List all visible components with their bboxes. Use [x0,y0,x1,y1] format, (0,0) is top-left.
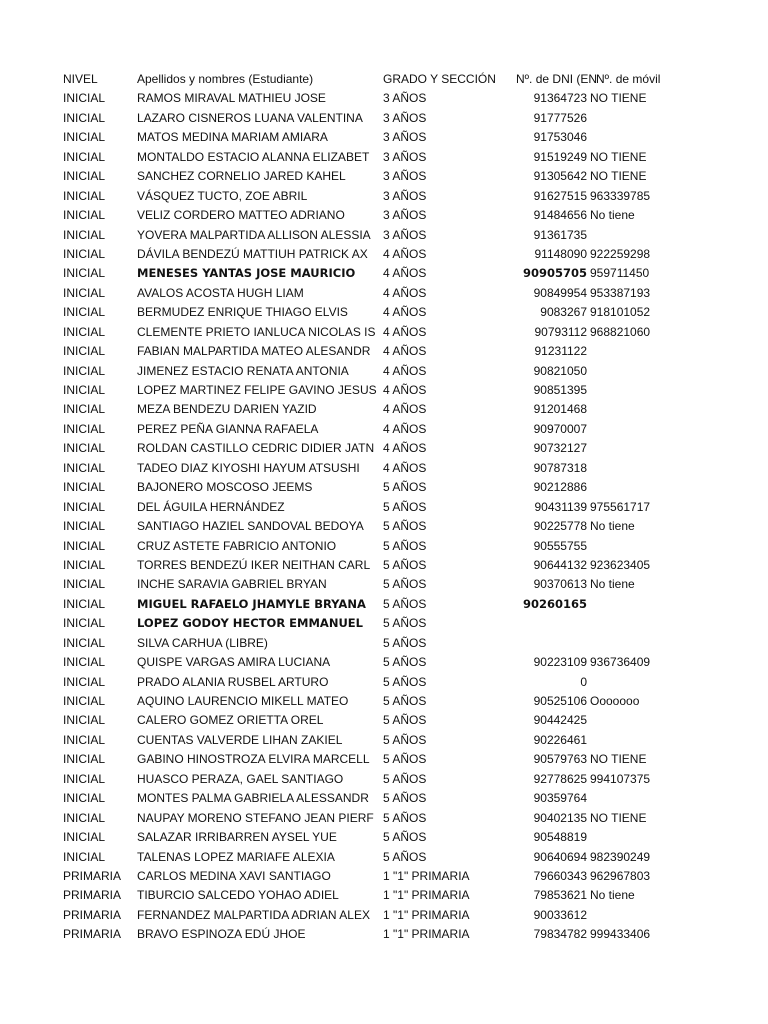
movil-cell [590,226,664,245]
student-name-cell: LOPEZ GODOY HECTOR EMMANUEL [137,616,363,631]
nivel-cell: INICIAL [63,130,106,145]
nivel-cell: INICIAL [63,363,106,378]
student-name-cell: BERMUDEZ ENRIQUE THIAGO ELVIS [137,305,348,320]
movil-cell [590,789,664,808]
grado-cell: 5 AÑOS [383,791,427,806]
grado-cell: 4 AÑOS [383,363,427,378]
movil-cell [590,342,664,361]
nivel-cell: INICIAL [63,713,106,728]
dni-cell: 90226461 [533,732,587,747]
table-row [0,342,768,361]
grado-cell: 4 AÑOS [383,344,427,359]
nivel-cell: INICIAL [63,694,106,708]
student-name-cell: TALENAS LOPEZ MARIAFE ALEXIA [137,849,335,864]
student-name-cell: TIBURCIO SALCEDO YOHAO ADIEL [137,888,339,903]
movil-cell [590,906,664,925]
table-row [0,711,768,730]
dni-cell: 91753046 [533,130,587,145]
header-movil: Nº. de móvil [596,72,661,86]
student-name-cell: AVALOS ACOSTA HUGH LIAM [137,285,304,300]
table-row [0,478,768,497]
nivel-cell: INICIAL [63,169,106,184]
student-name-cell: DEL ÁGUILA HERNÁNDEZ [137,499,285,514]
movil-cell [590,634,664,653]
table-row [0,498,768,517]
grado-cell: 3 AÑOS [383,188,427,203]
nivel-cell: INICIAL [63,110,106,125]
table-row [0,226,768,245]
movil-cell: No tiene [590,519,635,534]
movil-cell [590,420,664,439]
dni-cell: 91364723 [533,91,587,106]
nivel-cell: INICIAL [63,771,106,786]
movil-cell [590,673,664,692]
nivel-cell: INICIAL [63,421,106,436]
table-row [0,789,768,808]
nivel-cell: INICIAL [63,344,106,359]
movil-cell: No tiene [590,888,635,903]
movil-cell: NO TIENE [590,91,647,106]
dni-cell: 90851395 [533,383,587,397]
grado-cell: 3 AÑOS [383,110,427,125]
dni-cell: 91484656 [533,208,587,223]
movil-cell: 959711450 [590,266,650,281]
movil-cell: 963339785 [590,188,651,203]
movil-cell [590,478,664,497]
student-name-cell: GABINO HINOSTROZA ELVIRA MARCELL [137,752,370,767]
student-name-cell: CLEMENTE PRIETO IANLUCA NICOLAS IS [137,324,376,339]
table-row [0,420,768,439]
movil-cell: 953387193 [590,285,651,300]
dni-cell: 90359764 [533,791,587,806]
table-row [0,906,768,925]
nivel-cell: PRIMARIA [63,907,122,922]
grado-cell: 5 AÑOS [383,810,427,825]
nivel-cell: INICIAL [63,791,106,806]
header-name: Apellidos y nombres (Estudiante) [137,72,314,86]
movil-cell: 936736409 [590,655,651,670]
student-name-cell: MENESES YANTAS JOSE MAURICIO [137,266,356,281]
dni-cell: 91361735 [533,227,587,242]
table-row [0,537,768,556]
header-nivel: NIVEL [63,72,98,86]
student-name-cell: CARLOS MEDINA XAVI SANTIAGO [137,868,331,883]
table-row [0,167,768,186]
dni-cell: 90548819 [533,830,587,845]
nivel-cell: INICIAL [63,752,106,767]
student-name-cell: BAJONERO MOSCOSO JEEMS [137,480,313,495]
grado-cell: 5 AÑOS [383,557,427,572]
table-row [0,575,768,594]
movil-cell: 922259298 [590,246,651,261]
movil-cell: 994107375 [590,771,651,786]
grado-cell: 5 AÑOS [383,538,427,553]
dni-cell: 90640694 [533,849,587,864]
dni-cell: 90033612 [533,907,587,922]
movil-cell: NO TIENE [590,149,647,164]
grado-cell: 5 AÑOS [383,635,427,650]
table-row [0,459,768,478]
nivel-cell: INICIAL [63,519,106,534]
nivel-cell: INICIAL [63,674,106,689]
nivel-cell: INICIAL [63,635,106,650]
nivel-cell: PRIMARIA [63,868,122,883]
movil-cell: NO TIENE [590,810,647,825]
dni-cell: 91627515 [533,188,587,203]
student-name-cell: VÁSQUEZ TUCTO, ZOE ABRIL [137,188,308,203]
table-row [0,595,768,614]
table-row [0,323,768,342]
dni-cell: 90442425 [533,713,587,728]
dni-cell: 90793112 [534,324,587,339]
grado-cell: 1 "1" PRIMARIA [383,927,470,942]
nivel-cell: INICIAL [63,383,106,397]
header-dni: Nº. de DNI (EN [516,72,598,86]
grado-cell: 5 AÑOS [383,577,427,592]
movil-cell: No tiene [590,577,635,592]
grado-cell: 3 AÑOS [383,227,427,242]
movil-cell [590,400,664,419]
nivel-cell: INICIAL [63,538,106,553]
grado-cell: 3 AÑOS [383,149,427,164]
table-row [0,925,768,944]
nivel-cell: INICIAL [63,266,106,281]
grado-cell: 4 AÑOS [383,285,427,300]
grado-cell: 4 AÑOS [383,266,427,281]
movil-cell: No tiene [590,208,635,223]
student-name-cell: SALAZAR IRRIBARREN AYSEL YUE [137,830,337,845]
dni-cell: 90787318 [533,460,587,475]
table-row [0,128,768,147]
table-row [0,303,768,322]
table-row [0,828,768,847]
student-name-cell: CALERO GOMEZ ORIETTA OREL [137,713,324,728]
student-name-cell: CUENTAS VALVERDE LIHAN ZAKIEL [137,732,343,747]
grado-cell: 5 AÑOS [383,849,427,864]
nivel-cell: INICIAL [63,655,106,670]
nivel-cell: PRIMARIA [63,927,122,942]
dni-cell [515,634,587,653]
movil-cell: 975561717 [590,499,651,514]
table-row [0,439,768,458]
nivel-cell: INICIAL [63,810,106,825]
dni-cell: 91148090 [534,246,587,261]
table-row [0,614,768,633]
grado-cell: 4 AÑOS [383,421,427,436]
nivel-cell: INICIAL [63,596,106,611]
student-name-cell: CRUZ ASTETE FABRICIO ANTONIO [137,538,337,553]
dni-cell: 9083267 [540,305,587,320]
nivel-cell: INICIAL [63,227,106,242]
student-name-cell: VELIZ CORDERO MATTEO ADRIANO [137,208,345,223]
student-name-cell: JIMENEZ ESTACIO RENATA ANTONIA [137,363,349,378]
table-row [0,245,768,264]
student-table [0,70,768,945]
movil-cell [590,362,664,381]
nivel-cell: INICIAL [63,402,106,417]
student-name-cell: MEZA BENDEZU DARIEN YAZID [137,402,317,417]
movil-cell [590,614,664,633]
nivel-cell: INICIAL [63,616,106,631]
dni-cell: 79834782 [533,927,587,942]
table-row [0,750,768,769]
movil-cell [590,731,664,750]
student-name-cell: RAMOS MIRAVAL MATHIEU JOSE [137,91,326,106]
dni-cell: 90260165 [522,596,587,611]
movil-cell [590,128,664,147]
student-name-cell: MONTES PALMA GABRIELA ALESSANDR [137,791,369,806]
student-name-cell: TADEO DIAZ KIYOSHI HAYUM ATSUSHI [137,460,360,475]
movil-cell: 918101052 [590,305,651,320]
dni-cell: 91201468 [533,402,587,417]
dni-cell: 90370613 [533,577,587,592]
nivel-cell: INICIAL [63,441,106,456]
student-name-cell: LOPEZ MARTINEZ FELIPE GAVINO JESUS [137,383,377,397]
nivel-cell: INICIAL [63,557,106,572]
movil-cell [590,439,664,458]
dni-cell: 90821050 [533,363,587,378]
table-row [0,400,768,419]
movil-cell: NO TIENE [590,752,647,767]
table-row [0,381,768,400]
nivel-cell: INICIAL [63,91,106,106]
table-row [0,673,768,692]
movil-cell [590,537,664,556]
student-name-cell: INCHE SARAVIA GABRIEL BRYAN [137,577,327,592]
table-row [0,264,768,283]
student-name-cell: PEREZ PEÑA GIANNA RAFAELA [137,421,319,436]
grado-cell: 3 AÑOS [383,91,427,106]
grado-cell: 4 AÑOS [383,402,427,417]
nivel-cell: INICIAL [63,849,106,864]
dni-cell: 90732127 [533,441,587,456]
student-name-cell: SANTIAGO HAZIEL SANDOVAL BEDOYA [137,519,364,534]
grado-cell: 1 "1" PRIMARIA [383,868,470,883]
table-row [0,284,768,303]
table-row [0,362,768,381]
student-name-cell: YOVERA MALPARTIDA ALLISON ALESSIA [137,227,371,242]
dni-cell: 90525106 [533,694,587,708]
movil-cell [590,595,664,614]
student-name-cell: NAUPAY MORENO STEFANO JEAN PIERF [137,810,374,825]
student-name-cell: TORRES BENDEZÚ IKER NEITHAN CARL [137,557,371,572]
dni-cell: 90212886 [533,480,587,495]
student-name-cell: FERNANDEZ MALPARTIDA ADRIAN ALEX [137,907,370,922]
grado-cell: 5 AÑOS [383,616,427,631]
nivel-cell: INICIAL [63,285,106,300]
student-name-cell: DÁVILA BENDEZÚ MATTIUH PATRICK AX [137,246,368,261]
movil-cell [590,828,664,847]
header-grado: GRADO Y SECCIÓN [383,72,496,86]
nivel-cell: INICIAL [63,324,106,339]
student-name-cell: MATOS MEDINA MARIAM AMIARA [137,130,328,145]
grado-cell: 5 AÑOS [383,732,427,747]
nivel-cell: INICIAL [63,246,106,261]
student-name-cell: MIGUEL RAFAELO JHAMYLE BRYANA [137,596,366,611]
grado-cell: 5 AÑOS [383,713,427,728]
dni-cell: 90223109 [533,655,587,670]
dni-cell: 90970007 [533,421,587,436]
grado-cell: 3 AÑOS [383,169,427,184]
movil-cell: Ooooooo [590,694,640,708]
table-body [0,89,768,944]
dni-cell: 90402135 [533,810,587,825]
grado-cell: 5 AÑOS [383,694,427,708]
dni-cell: 90579763 [533,752,587,767]
dni-cell: 91231122 [534,344,587,359]
nivel-cell: INICIAL [63,149,106,164]
grado-cell: 5 AÑOS [383,596,427,611]
table-header-row [0,70,768,89]
table-row [0,634,768,653]
grado-cell: 4 AÑOS [383,441,427,456]
grado-cell: 5 AÑOS [383,519,427,534]
nivel-cell: INICIAL [63,188,106,203]
dni-cell: 90905705 [522,266,587,281]
grado-cell: 4 AÑOS [383,460,427,475]
nivel-cell: PRIMARIA [63,888,122,903]
dni-cell: 79853621 [533,888,587,903]
movil-cell: NO TIENE [590,169,647,184]
grado-cell: 5 AÑOS [383,674,427,689]
student-name-cell: SILVA CARHUA (LIBRE) [137,635,268,650]
student-name-cell: FABIAN MALPARTIDA MATEO ALESANDR [137,344,371,359]
table-row [0,809,768,828]
movil-cell: 962967803 [590,868,651,883]
dni-cell: 90225778 [533,519,587,534]
table-row [0,517,768,536]
table-row [0,109,768,128]
dni-cell: 90644132 [533,557,587,572]
student-name-cell: HUASCO PERAZA, GAEL SANTIAGO [137,771,344,786]
grado-cell: 5 AÑOS [383,480,427,495]
dni-cell: 0 [580,674,587,689]
table-row [0,206,768,225]
grado-cell: 5 AÑOS [383,655,427,670]
table-row [0,89,768,108]
grado-cell: 5 AÑOS [383,771,427,786]
nivel-cell: INICIAL [63,305,106,320]
grado-cell: 5 AÑOS [383,830,427,845]
dni-cell: 91519249 [533,149,587,164]
movil-cell: 923623405 [590,557,651,572]
grado-cell: 5 AÑOS [383,752,427,767]
student-name-cell: AQUINO LAURENCIO MIKELL MATEO [137,694,349,708]
table-row [0,770,768,789]
movil-cell: 982390249 [590,849,651,864]
student-name-cell: BRAVO ESPINOZA EDÚ JHOE [137,927,306,942]
student-name-cell: SANCHEZ CORNELIO JARED KAHEL [137,169,346,184]
table-row [0,731,768,750]
dni-cell: 91777526 [533,110,587,125]
grado-cell: 3 AÑOS [383,130,427,145]
movil-cell [590,711,664,730]
grado-cell: 3 AÑOS [383,208,427,223]
grado-cell: 4 AÑOS [383,246,427,261]
movil-cell [590,459,664,478]
grado-cell: 5 AÑOS [383,499,427,514]
movil-cell: 968821060 [590,324,651,339]
table-row [0,848,768,867]
grado-cell: 4 AÑOS [383,383,427,397]
student-name-cell: LAZARO CISNEROS LUANA VALENTINA [137,110,363,125]
grado-cell: 1 "1" PRIMARIA [383,907,470,922]
nivel-cell: INICIAL [63,830,106,845]
table-row [0,148,768,167]
nivel-cell: INICIAL [63,208,106,223]
student-name-cell: ROLDAN CASTILLO CEDRIC DIDIER JATN [137,441,375,456]
dni-cell: 90849954 [533,285,587,300]
dni-cell: 90431139 [534,499,587,514]
grado-cell: 4 AÑOS [383,305,427,320]
table-row [0,692,768,711]
movil-cell: 999433406 [590,927,651,942]
movil-cell [590,381,664,400]
dni-cell [515,614,587,633]
dni-cell: 92778625 [533,771,587,786]
dni-cell: 90555755 [533,538,587,553]
nivel-cell: INICIAL [63,577,106,592]
table-row [0,556,768,575]
student-name-cell: MONTALDO ESTACIO ALANNA ELIZABET [137,149,370,164]
nivel-cell: INICIAL [63,480,106,495]
table-row [0,187,768,206]
table-row [0,653,768,672]
movil-cell [590,109,664,128]
dni-cell: 79660343 [533,868,587,883]
nivel-cell: INICIAL [63,499,106,514]
grado-cell: 4 AÑOS [383,324,427,339]
dni-cell: 91305642 [533,169,587,184]
student-name-cell: PRADO ALANIA RUSBEL ARTURO [137,674,329,689]
student-name-cell: QUISPE VARGAS AMIRA LUCIANA [137,655,331,670]
nivel-cell: INICIAL [63,732,106,747]
nivel-cell: INICIAL [63,460,106,475]
grado-cell: 1 "1" PRIMARIA [383,888,470,903]
table-row [0,886,768,905]
table-row [0,867,768,886]
